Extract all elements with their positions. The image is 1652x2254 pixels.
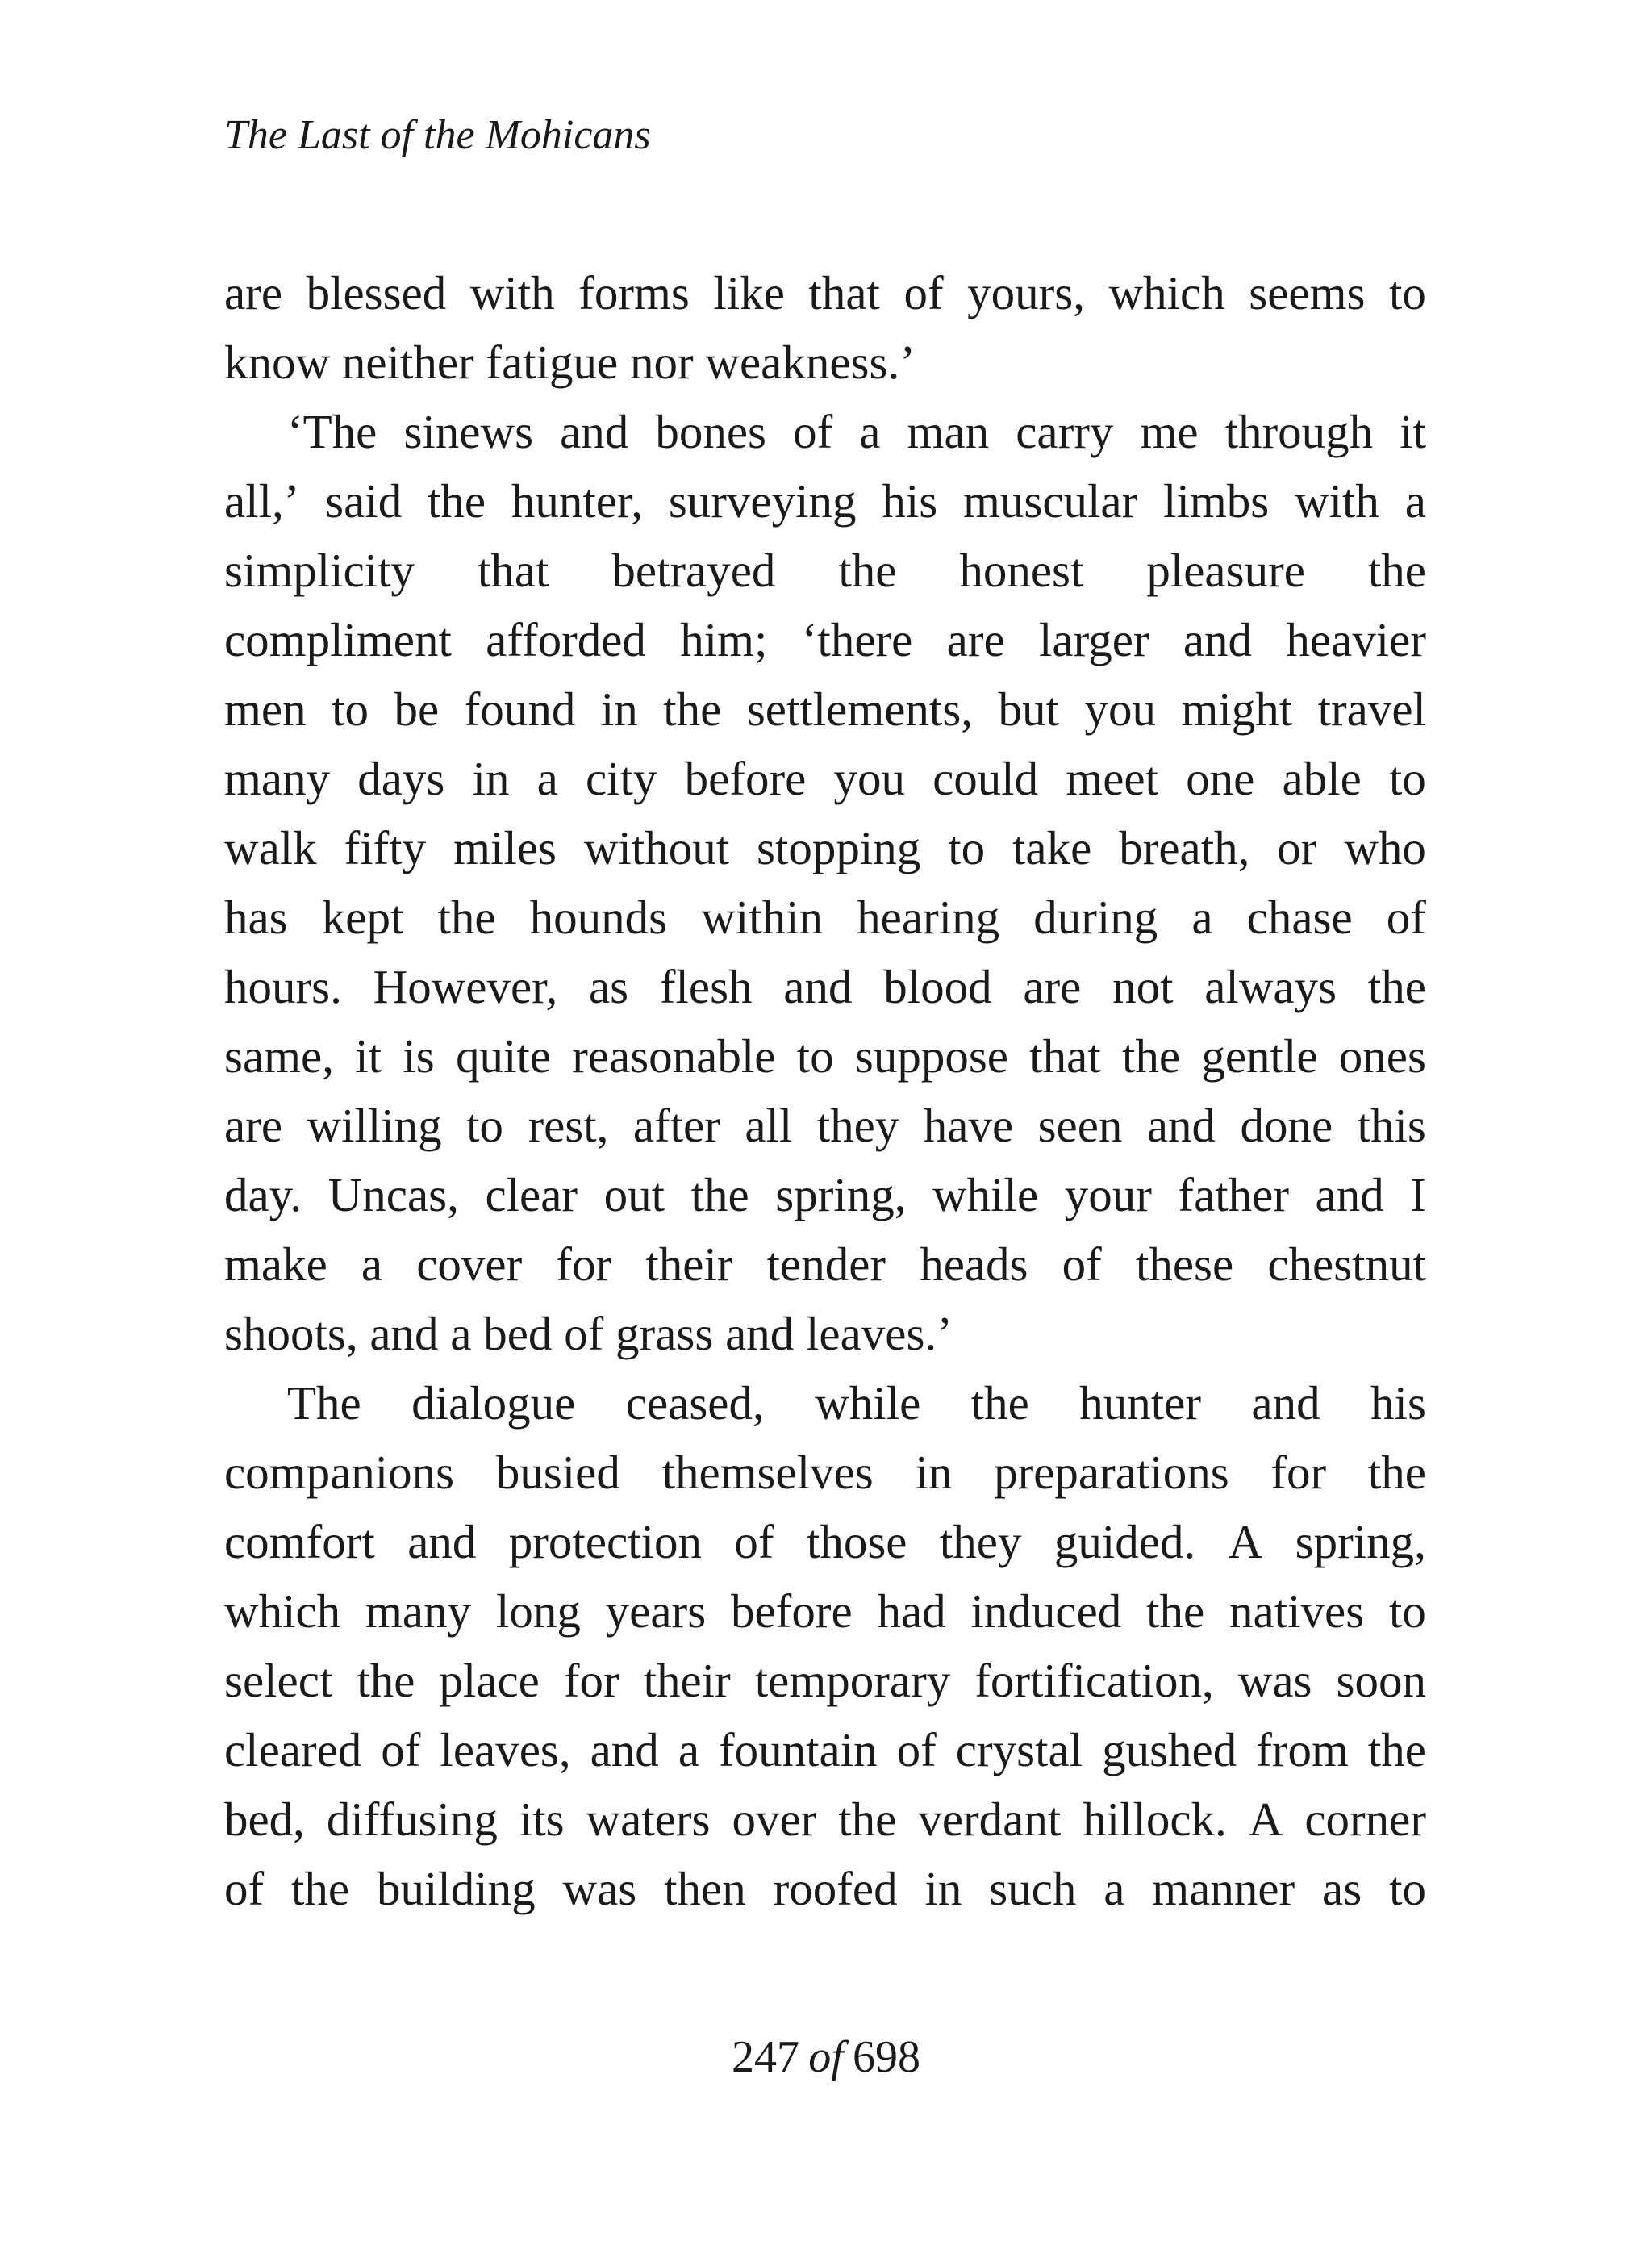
- word: willing: [307, 1099, 442, 1152]
- word: fatigue: [486, 336, 619, 389]
- word: as: [588, 960, 629, 1013]
- word: blessed: [306, 266, 447, 319]
- word: the: [1146, 1584, 1205, 1638]
- word: was: [1237, 1654, 1312, 1707]
- word: verdant: [918, 1793, 1062, 1846]
- word: the: [663, 682, 722, 736]
- word: and: [560, 405, 629, 458]
- word: those: [806, 1515, 907, 1568]
- word: your: [1064, 1168, 1152, 1221]
- text-line: [224, 328, 1426, 397]
- word: the: [291, 1862, 350, 1915]
- word: yours,: [967, 266, 1085, 319]
- page-number-footer: [0, 2025, 1652, 2089]
- word: weakness.’: [705, 336, 916, 389]
- word: that: [808, 266, 880, 319]
- word: fifty: [344, 821, 427, 874]
- word: induced: [970, 1584, 1122, 1638]
- word: a: [1191, 891, 1213, 944]
- word: a: [678, 1723, 699, 1776]
- word: guided.: [1053, 1515, 1196, 1568]
- word: the: [838, 544, 897, 597]
- word: and: [1146, 1099, 1216, 1152]
- word: are: [224, 1099, 283, 1152]
- word: breath,: [1119, 821, 1250, 874]
- text-line: [224, 397, 1426, 466]
- word: tender: [766, 1238, 886, 1291]
- word: pleasure: [1146, 544, 1305, 597]
- word: fountain: [719, 1723, 878, 1776]
- word: sinews: [403, 405, 534, 458]
- word: hearing: [857, 891, 1000, 944]
- word: for: [556, 1238, 612, 1291]
- word: that: [477, 544, 549, 597]
- word: in: [915, 1446, 953, 1499]
- word: The: [287, 1376, 361, 1430]
- word: waters: [586, 1793, 711, 1846]
- word: of: [224, 1862, 265, 1915]
- word: hounds: [529, 891, 668, 944]
- word: limbs: [1163, 474, 1270, 528]
- word: day.: [224, 1168, 302, 1221]
- word: and: [725, 1307, 795, 1360]
- word: of: [896, 1723, 937, 1776]
- word: a: [450, 1307, 472, 1360]
- word: the: [437, 891, 496, 944]
- word: However,: [373, 960, 558, 1013]
- word: that: [1029, 1029, 1101, 1083]
- word: are: [1023, 960, 1082, 1013]
- word: had: [877, 1584, 946, 1638]
- word: a: [859, 405, 881, 458]
- word: found: [464, 682, 576, 736]
- word: the: [428, 474, 486, 528]
- word: bones: [655, 405, 767, 458]
- word: the: [1367, 544, 1426, 597]
- text-line: [224, 466, 1426, 536]
- word: gushed: [1102, 1723, 1237, 1776]
- text-line: [224, 605, 1426, 674]
- word: like: [713, 266, 785, 319]
- word: cleared: [224, 1723, 362, 1776]
- word: through: [1224, 405, 1374, 458]
- word: while: [815, 1376, 921, 1430]
- word: themselves: [661, 1446, 874, 1499]
- word: of: [793, 405, 833, 458]
- text-line: [224, 1368, 1426, 1438]
- word: to: [1388, 752, 1426, 805]
- word: a: [1103, 1862, 1125, 1915]
- word: corner: [1304, 1793, 1426, 1846]
- word: nor: [629, 336, 694, 389]
- word: of: [1062, 1238, 1102, 1291]
- word: out: [603, 1168, 665, 1221]
- word: clear: [485, 1168, 578, 1221]
- word: him;: [680, 613, 768, 666]
- word: father: [1178, 1168, 1289, 1221]
- word: you: [1084, 682, 1156, 736]
- word: to: [796, 1029, 834, 1083]
- text-line: [224, 1438, 1426, 1507]
- text-line: [224, 1784, 1426, 1854]
- word: after: [632, 1099, 720, 1152]
- word: they: [939, 1515, 1022, 1568]
- word: from: [1256, 1723, 1349, 1776]
- word: take: [1012, 821, 1092, 874]
- word: and: [369, 1307, 439, 1360]
- word: quite: [455, 1029, 551, 1083]
- word: before: [730, 1584, 853, 1638]
- running-header-title: The Last of the Mohicans: [224, 112, 651, 158]
- word: and: [1251, 1376, 1320, 1430]
- text-line: [224, 536, 1426, 605]
- text-line: [224, 883, 1426, 952]
- word: Uncas,: [327, 1168, 459, 1221]
- word: his: [882, 474, 938, 528]
- word: suppose: [854, 1029, 1008, 1083]
- word: seen: [1037, 1099, 1123, 1152]
- word: forms: [578, 266, 690, 319]
- word: as: [1322, 1862, 1362, 1915]
- word: men: [224, 682, 307, 736]
- word: it: [1400, 405, 1426, 458]
- word: roofed: [773, 1862, 898, 1915]
- text-line: [224, 1299, 1426, 1368]
- text-line: [224, 1576, 1426, 1646]
- word: of: [381, 1723, 421, 1776]
- word: chase: [1246, 891, 1353, 944]
- word: soon: [1336, 1654, 1426, 1707]
- word: bed,: [224, 1793, 305, 1846]
- text-line: [224, 1507, 1426, 1576]
- text-line: [224, 952, 1426, 1021]
- word: and: [407, 1515, 477, 1568]
- word: know: [224, 336, 331, 389]
- word: always: [1204, 960, 1337, 1013]
- word: temporary: [754, 1654, 951, 1707]
- word: during: [1033, 891, 1158, 944]
- word: his: [1370, 1376, 1426, 1430]
- word: heads: [920, 1238, 1028, 1291]
- word: place: [439, 1654, 540, 1707]
- word: which: [224, 1584, 341, 1638]
- word: companions: [224, 1446, 455, 1499]
- word: and: [1183, 613, 1253, 666]
- word: in: [600, 682, 638, 736]
- word: days: [357, 752, 445, 805]
- word: rest,: [528, 1099, 609, 1152]
- text-line: [224, 1854, 1426, 1923]
- text-line: [224, 1646, 1426, 1715]
- word: leaves,: [440, 1723, 571, 1776]
- text-line: [224, 258, 1426, 328]
- page-of-label: of: [808, 2032, 844, 2082]
- word: able: [1282, 752, 1362, 805]
- word: the: [970, 1376, 1029, 1430]
- word: miles: [453, 821, 557, 874]
- word: the: [1367, 1446, 1426, 1499]
- word: heavier: [1286, 613, 1426, 666]
- word: select: [224, 1654, 333, 1707]
- word: of: [1386, 891, 1426, 944]
- word: A: [1248, 1793, 1283, 1846]
- text-line: [224, 744, 1426, 813]
- word: comfort: [224, 1515, 375, 1568]
- word: is: [403, 1029, 435, 1083]
- word: before: [684, 752, 807, 805]
- word: might: [1181, 682, 1293, 736]
- word: a: [361, 1238, 383, 1291]
- word: same,: [224, 1029, 334, 1083]
- word: the: [838, 1793, 897, 1846]
- word: meet: [1066, 752, 1159, 805]
- word: over: [732, 1793, 817, 1846]
- word: stopping: [757, 821, 921, 874]
- word: surveying: [668, 474, 857, 528]
- word: dialogue: [411, 1376, 576, 1430]
- word: with: [469, 266, 555, 319]
- word: of: [564, 1307, 604, 1360]
- word: are: [224, 266, 283, 319]
- word: reasonable: [572, 1029, 776, 1083]
- word: many: [224, 752, 331, 805]
- text-line: [224, 1715, 1426, 1784]
- word: ‘The: [287, 405, 378, 458]
- word: in: [472, 752, 510, 805]
- word: to: [332, 682, 369, 736]
- word: flesh: [659, 960, 753, 1013]
- word: hours.: [224, 960, 342, 1013]
- word: to: [1389, 1862, 1426, 1915]
- word: shoots,: [224, 1307, 358, 1360]
- word: ceased,: [625, 1376, 765, 1430]
- word: diffusing: [326, 1793, 498, 1846]
- word: compliment: [224, 613, 452, 666]
- word: gentle: [1201, 1029, 1318, 1083]
- word: has: [224, 891, 288, 944]
- word: larger: [1039, 613, 1149, 666]
- word: to: [948, 821, 986, 874]
- text-line: [224, 1091, 1426, 1160]
- word: busied: [495, 1446, 620, 1499]
- word: settlements,: [746, 682, 974, 736]
- word: grass: [615, 1307, 714, 1360]
- word: the: [1367, 960, 1426, 1013]
- word: and: [783, 960, 853, 1013]
- word: have: [923, 1099, 1014, 1152]
- text-line: [224, 1229, 1426, 1299]
- word: one: [1186, 752, 1255, 805]
- word: chestnut: [1267, 1238, 1426, 1291]
- word: then: [664, 1862, 746, 1915]
- word: crystal: [955, 1723, 1083, 1776]
- word: years: [605, 1584, 707, 1638]
- word: for: [563, 1654, 620, 1707]
- word: leaves.’: [806, 1307, 953, 1360]
- word: preparations: [994, 1446, 1229, 1499]
- word: muscular: [962, 474, 1138, 528]
- word: to: [1388, 1584, 1426, 1638]
- word: said: [325, 474, 403, 528]
- word: such: [989, 1862, 1077, 1915]
- word: all,’: [224, 474, 300, 528]
- word: me: [1140, 405, 1199, 458]
- word: manner: [1152, 1862, 1295, 1915]
- word: they: [816, 1099, 899, 1152]
- word: ones: [1338, 1029, 1426, 1083]
- word: this: [1357, 1099, 1426, 1152]
- word: be: [394, 682, 440, 736]
- word: while: [932, 1168, 1039, 1221]
- word: their: [645, 1238, 733, 1291]
- word: hillock.: [1083, 1793, 1227, 1846]
- word: but: [998, 682, 1059, 736]
- word: A: [1228, 1515, 1263, 1568]
- word: many: [365, 1584, 472, 1638]
- word: was: [562, 1862, 637, 1915]
- word: for: [1270, 1446, 1327, 1499]
- word: could: [932, 752, 1039, 805]
- word: a: [536, 752, 558, 805]
- word: with: [1294, 474, 1379, 528]
- word: or: [1277, 821, 1317, 874]
- word: cover: [416, 1238, 523, 1291]
- page-total-number: 698: [852, 2032, 920, 2082]
- page-body-text: [224, 258, 1426, 1923]
- word: natives: [1229, 1584, 1365, 1638]
- word: ‘there: [801, 613, 913, 666]
- word: without: [583, 821, 730, 874]
- word: the: [1367, 1723, 1426, 1776]
- word: long: [495, 1584, 581, 1638]
- word: spring,: [775, 1168, 907, 1221]
- word: seems: [1249, 266, 1366, 319]
- word: within: [701, 891, 824, 944]
- word: to: [1388, 266, 1426, 319]
- word: in: [924, 1862, 962, 1915]
- word: the: [357, 1654, 415, 1707]
- text-line: [224, 1021, 1426, 1091]
- text-line: [224, 813, 1426, 883]
- text-line: [224, 1160, 1426, 1229]
- text-line: [224, 674, 1426, 744]
- word: carry: [1016, 405, 1114, 458]
- word: building: [376, 1862, 536, 1915]
- word: make: [224, 1238, 327, 1291]
- word: blood: [883, 960, 992, 1013]
- word: the: [1122, 1029, 1181, 1083]
- word: its: [519, 1793, 565, 1846]
- word: their: [643, 1654, 731, 1707]
- word: bed: [483, 1307, 553, 1360]
- word: man: [907, 405, 990, 458]
- word: all: [745, 1099, 793, 1152]
- word: I: [1410, 1168, 1426, 1221]
- word: are: [946, 613, 1005, 666]
- word: city: [585, 752, 657, 805]
- word: who: [1344, 821, 1426, 874]
- word: you: [833, 752, 905, 805]
- word: protection: [508, 1515, 702, 1568]
- word: not: [1112, 960, 1174, 1013]
- word: it: [355, 1029, 382, 1083]
- word: honest: [959, 544, 1084, 597]
- word: done: [1240, 1099, 1333, 1152]
- word: afforded: [486, 613, 646, 666]
- word: hunter: [1079, 1376, 1201, 1430]
- word: fortification,: [974, 1654, 1214, 1707]
- word: kept: [321, 891, 404, 944]
- word: hunter,: [511, 474, 644, 528]
- word: which: [1108, 266, 1225, 319]
- word: neither: [341, 336, 474, 389]
- word: spring,: [1295, 1515, 1426, 1568]
- word: to: [466, 1099, 503, 1152]
- word: travel: [1317, 682, 1426, 736]
- word: of: [903, 266, 944, 319]
- page-current-number: 247: [732, 2032, 800, 2082]
- word: a: [1404, 474, 1426, 528]
- word: simplicity: [224, 544, 415, 597]
- word: and: [1315, 1168, 1384, 1221]
- word: betrayed: [611, 544, 776, 597]
- word: of: [734, 1515, 774, 1568]
- word: the: [690, 1168, 749, 1221]
- word: walk: [224, 821, 317, 874]
- word: and: [590, 1723, 659, 1776]
- word: these: [1135, 1238, 1234, 1291]
